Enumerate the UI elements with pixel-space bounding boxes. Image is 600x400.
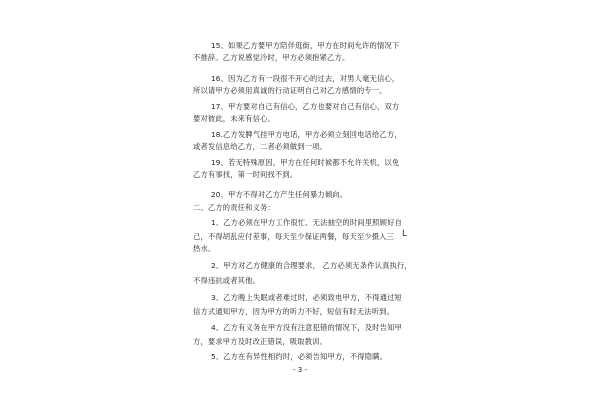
- text-line: 热水。: [193, 244, 216, 253]
- text-line: 或者发信息给乙方，二者必须做到一项。: [193, 142, 328, 151]
- text-line: 不推辞。乙方说感觉冷时，甲方必须抱紧乙方。: [193, 53, 350, 62]
- text-line: 15、如果乙方要甲方陪伴逛街，甲方在时间允许的情况下: [211, 41, 400, 50]
- text-line: 己，不得胡乱应付差事，每天至少保证两餐，每天至少摄入三: [193, 232, 395, 241]
- text-line: 3、乙方晚上失眠或者难过时，必须致电甲方，不得通过短: [211, 293, 402, 302]
- text-line: 20、甲方不得对乙方产生任何暴力倾向。: [211, 190, 348, 199]
- text-line: 不得违抗或者其他。: [193, 276, 261, 285]
- text-line: 17、甲方要对自己有信心，乙方也要对自己有信心，双方: [211, 102, 400, 111]
- text-line: 1、乙方必须在甲方工作很忙、无法抽空的时间里照顾好自: [211, 218, 402, 227]
- text-line: 18.乙方发脾气挂甲方电话，甲方必须立刻回电话给乙方，: [211, 130, 402, 139]
- section-heading: 二、乙方的责任和义务：: [193, 203, 275, 212]
- text-line: 要对彼此，未来有信心。: [193, 114, 275, 123]
- text-line: 4、乙方有义务在甲方没有注意犯错的情况下，及时告知甲: [211, 323, 402, 332]
- page-number: - 3 -: [293, 366, 307, 374]
- text-line: 所以请甲方必须用真诚的行动证明自己对乙方感情的专一。: [193, 86, 387, 95]
- text-line: 5、乙方在有异性相约时，必须告知甲方，不得隐瞒。: [211, 352, 388, 361]
- text-line: 16、因为乙方有一段很不开心的过去，对男人毫无信心，: [211, 74, 400, 83]
- text-line: 2、甲方对乙方健康的合理要求， 乙方必须无条件认真执行，: [211, 261, 412, 270]
- text-line: 方，要求甲方及时改正错误，吸取教训。: [193, 337, 328, 346]
- margin-mark: L: [402, 229, 408, 239]
- text-line: 信方式通知甲方，因为甲方的听力不好，短信有时无法听到。: [193, 307, 395, 316]
- text-line: 19、若无特殊原因，甲方在任何时候都不允许关机，以免: [211, 158, 400, 167]
- text-line: 乙方有事找，第一时间找不到。: [193, 170, 298, 179]
